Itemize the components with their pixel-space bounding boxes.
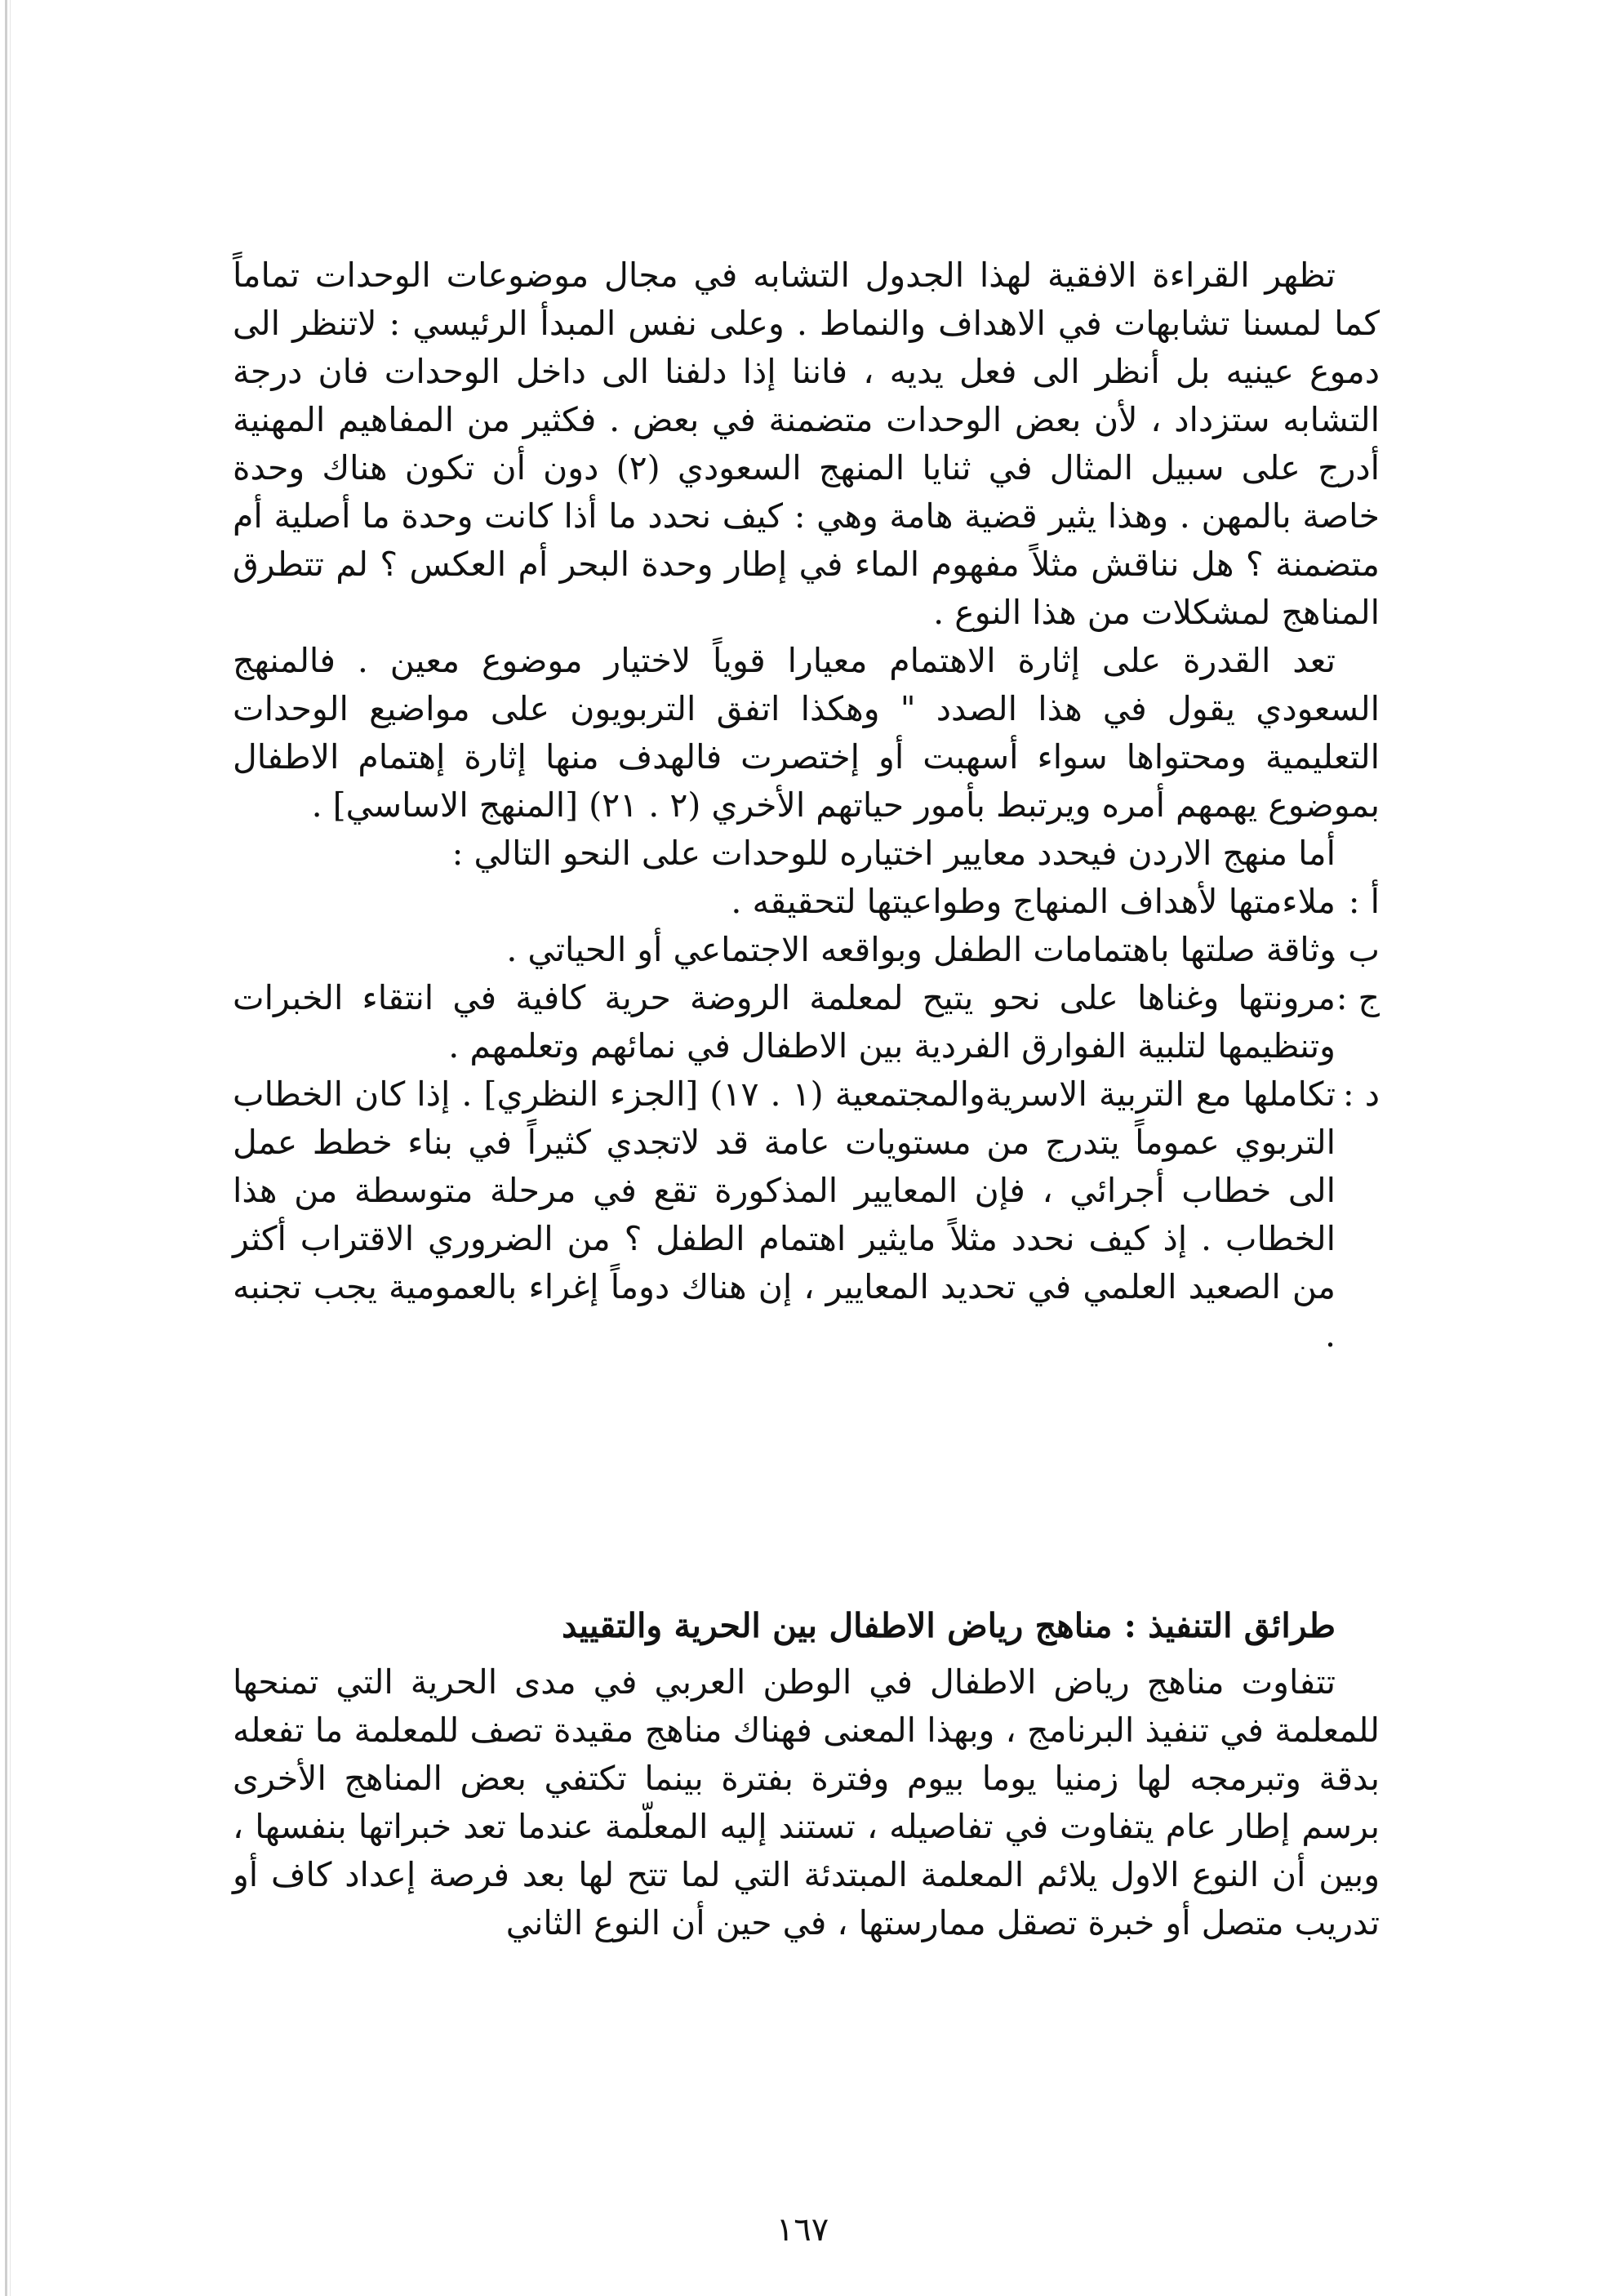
criteria-label: ب . <box>1327 930 1380 969</box>
criteria-item-b <box>233 926 1380 974</box>
criteria-item-d <box>233 1070 1380 1359</box>
criteria-item-c <box>233 974 1380 1070</box>
criteria-text: ملاءمتها لأهداف المنهاج وطواعيتها لتحقيقه . <box>731 882 1336 921</box>
criteria-item-a <box>233 878 1380 926</box>
criteria-text: تكاملها مع التربية الاسريةوالمجتمعية (١ . ١٧) [الجزء النظري] . إذا كان الخطاب التربوي عموماً يتدرج من مستويات عامة قد لاتجدي كثيراً في بناء خطط عمل الى خطاب أجرائي ، فإن المعايير المذكورة تقع في مرحلة متوسطة من هذا الخطاب . إذ كيف نحدد مثلاً مايثير اهتمام الطفل ؟ من الضروري الاقتراب أكثر من الصعيد العلمي في تحديد المعايير ، إن هناك دوماً إغراء بالعمومية يجب تجنبه . <box>233 1075 1336 1355</box>
criteria-text: مرونتها وغناها على نحو يتيح لمعلمة الروضة حرية كافية في انتقاء الخبرات وتنظيمها لتلبية الفوارق الفردية بين الاطفال في نمائهم وتعلمهم . <box>233 978 1336 1066</box>
criteria-label: د : <box>1342 1075 1380 1114</box>
body-text <box>233 251 1380 1359</box>
paragraph-2: تعد القدرة على إثارة الاهتمام معيارا قوياً لاختيار موضوع معين . فالمنهج السعودي يقول في هذا الصدد " وهكذا اتفق التربويون على مواضيع الوحدات التعليمية ومحتواها سواء أسهبت أو إختصرت فالهدف منها إثارة إهتمام الاطفال بموضوع يهمهم أمره ويرتبط بأمور حياتهم الأخري (٢ . ٢١) [المنهج الاساسي] . <box>233 641 1380 825</box>
criteria-text: وثاقة صلتها باهتمامات الطفل وبواقعه الاجتماعي أو الحياتي . <box>506 930 1336 969</box>
section-heading: طرائق التنفيذ : مناهج رياض الاطفال بين الحرية والتقييد <box>562 1606 1336 1645</box>
section <box>233 1602 1380 1947</box>
binding-shadow <box>5 0 7 2296</box>
binding-shadow-inner <box>10 0 11 2296</box>
paragraph-1: تظهر القراءة الافقية لهذا الجدول التشابه في مجال موضوعات الوحدات تماماً كما لمسنا تشابهات في الاهداف والنماط . وعلى نفس المبدأ الرئيسي : لاتنظر الى دموع عينيه بل أنظر الى فعل يديه ، فاننا إذا دلفنا الى داخل الوحدات فان درجة التشابه ستزداد ، لأن بعض الوحدات متضمنة في بعض . فكثير من المفاهيم المهنية أدرج على سبيل المثال في ثنايا المنهج السعودي (٢) دون أن تكون هناك وحدة خاصة بالمهن . وهذا يثير قضية هامة وهي : كيف نحدد ما أذا كانت وحدة ما أصلية أم متضمنة ؟ هل نناقش مثلاً مفهوم الماء في إطار وحدة البحر أم العكس ؟ لم تتطرق المناهج لمشكلات من هذا النوع . <box>233 256 1380 632</box>
criteria-intro: أما منهج الاردن فيحدد معايير اختياره للوحدات على النحو التالي : <box>451 834 1336 873</box>
criteria-label: ج : <box>1336 978 1380 1017</box>
section-paragraph: تتفاوت مناهج رياض الاطفال في الوطن العربي في مدى الحرية التي تمنحها للمعلمة في تنفيذ البرنامج ، وبهذا المعنى فهناك مناهج مقيدة تصف للمعلمة ما تفعله بدقة وتبرمجه لها زمنيا يوما بيوم وفترة بفترة بينما تكتفي بعض المناهج الأخرى برسم إطار عام يتفاوت في تفاصيله ، تستند إليه المعلّمة عندما تعد خبراتها بنفسها ، وبين أن النوع الاول يلائم المعلمة المبتدئة التي لما تتح لها بعد فرصة إعداد كاف أو تدريب متصل أو خبرة تصقل ممارستها ، في حين أن النوع الثاني <box>233 1662 1380 1942</box>
criteria-label: أ : <box>1348 882 1380 921</box>
page-number: ١٦٧ <box>776 2211 829 2249</box>
